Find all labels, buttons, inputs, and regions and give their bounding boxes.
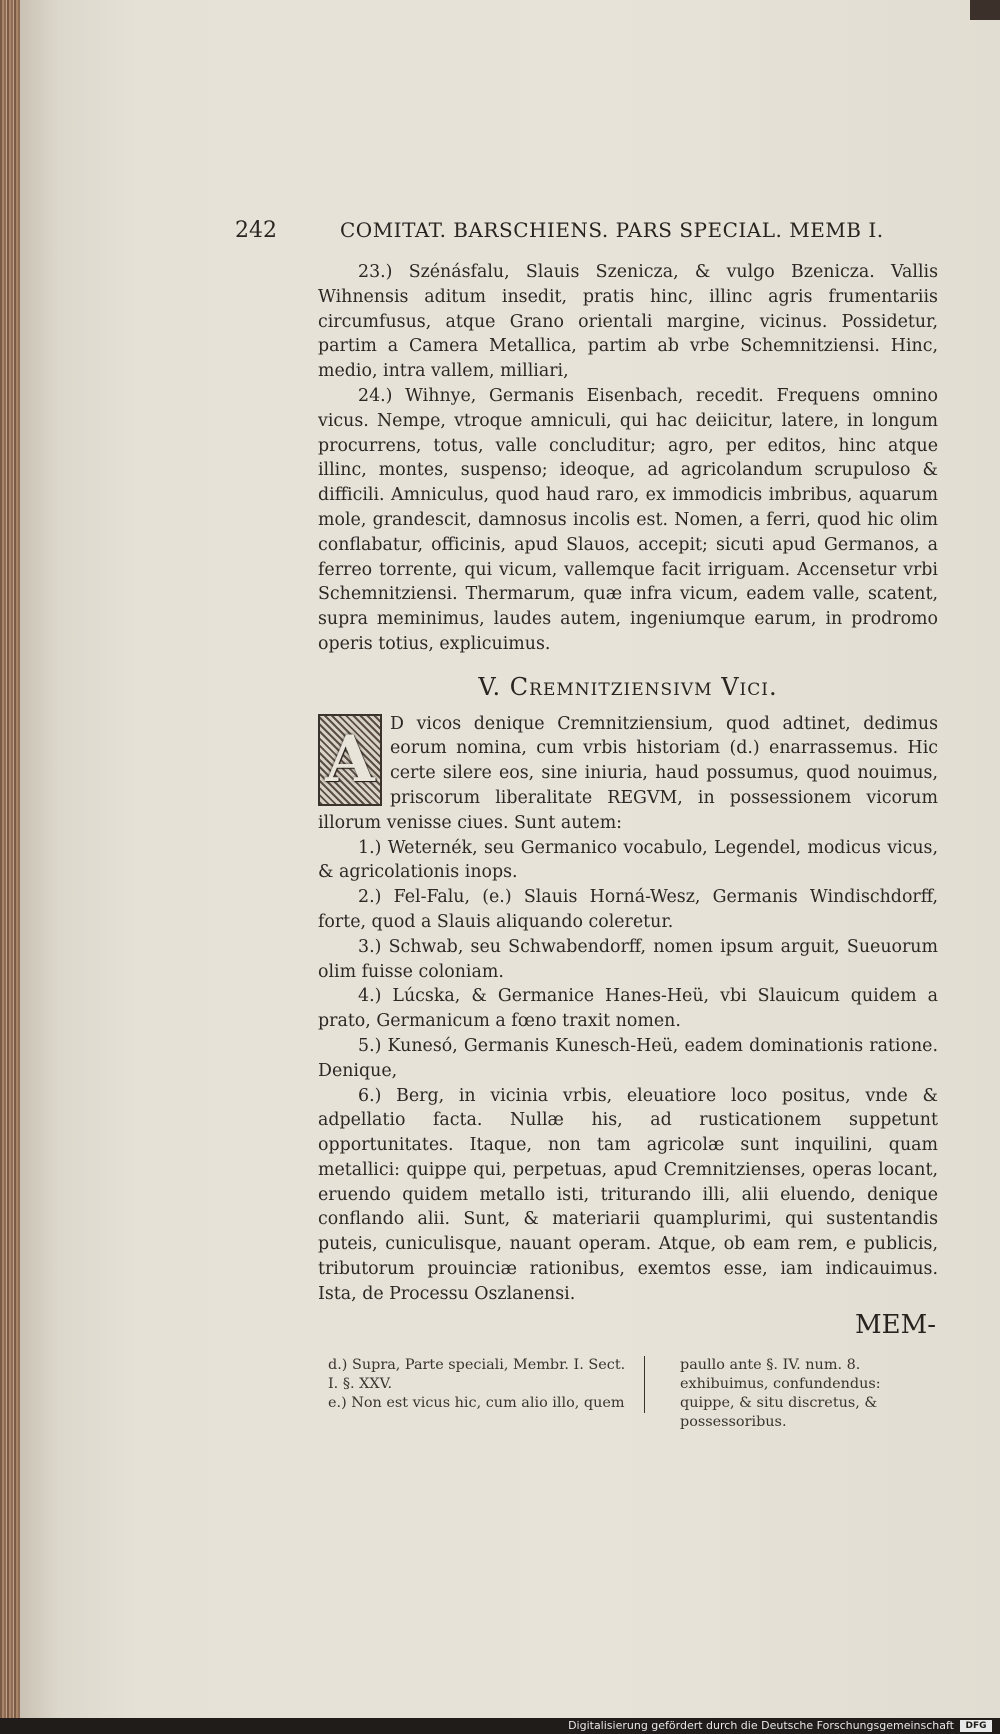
paragraph-23: 23.) Szénásfalu, Slauis Szenicza, & vulgo Bzenicza. Vallis Wihnensis aditum insedit, pratis hinc, illinc agris frumentariis circumfusus, atque Grano orientali margine, vicinus. Possidetur, partim a Camera Metallica, partim ab vrbe Schemnitziensi. Hinc, medio, intra vallem, milliari, [318, 262, 938, 382]
paragraph-24: 24.) Wihnye, Germanis Eisenbach, recedit. Frequens omnino vicus. Nempe, vtroque amniculi, qui hac deiicitur, latere, in longum procurrens, totus, valle concluditur; agro, per editos, hinc atque illinc, montes, suspenso; ideoque, ad agricolandum scrupuloso & difficili. Amniculus, quod haud raro, ex immodicis imbribus, aquarum mole, grandescit, damnosus incolis est. Nomen, a ferri, quod hic olim conflabatur, officinis, apud Slauos, accepit; sicuti apud Germanos, a ferreo torrente, qui vicum, vallemque facit irriguam. Accensetur vrbi Schemnitziensi. Thermarum, quæ infra vicum, eadem valle, scatent, supra meminimus, laudes autem, ingeniumque earum, in prodromo operis totius, explicuimus. [318, 385, 938, 654]
section-title: Cremnitziensivm Vici. [509, 672, 778, 701]
section-intro: D vicos denique Cremnitziensium, quod adtinet, dedimus eorum nomina, cum vrbis historiam (d.) enarrassemus. Hic certe silere eos, sine iniuria, haud possumus, quod nouimus, priscorum liberalitate REGVM, in possessionem vicorum illorum venisse ciues. Sunt autem: [318, 713, 938, 833]
scan-background [970, 0, 1000, 20]
book-page [20, 0, 1000, 1718]
list-item-4: 4.) Lúcska, & Germanice Hanes-Heü, vbi Slauicum quidem a prato, Germanicum a fœno traxit nomen. [318, 986, 938, 1032]
list-item-2: 2.) Fel-Falu, (e.) Slauis Horná-Wesz, Germanis Windischdorff, forte, quod a Slauis aliquando coleretur. [318, 887, 938, 932]
funding-credit: Digitalisierung gefördert durch die Deutsche Forschungsgemeinschaft [568, 1719, 954, 1732]
main-text [318, 260, 938, 1307]
dfg-logo-icon: DFG [960, 1720, 992, 1732]
digitization-footer [0, 1718, 1000, 1734]
footnote-column-right [680, 1356, 928, 1432]
ornamental-initial [318, 714, 382, 806]
drop-cap-letter: A [325, 721, 375, 797]
footnote-d: d.) Supra, Parte speciali, Membr. I. Sect. I. §. XXV. [328, 1357, 626, 1392]
list-item-6: 6.) Berg, in vicinia vrbis, eleuatiore loco positus, vnde & adpellatio facta. Nullæ his, ad rusticationem suppetunt opportunitates. Itaque, non tam agricolæ sunt inquilini, quam metallici: quippe qui, perpetuas, apud Cremnitzienses, operas locant, eruendo quidem metallo isti, triturando illi, alii eluendo, denique conflando alii. Sunt, & materiarii quamplurimi, qui sustentandis puteis, cuniculisque, nauant operam. Atque, ob eam rem, e publicis, tributorum prouinciæ rationibus, exemtos esse, iam indicauimus. Ista, de Processu Oszlanensi. [318, 1085, 938, 1304]
book-page-edges [0, 0, 22, 1718]
page-header [20, 218, 1000, 258]
list-item-3: 3.) Schwab, seu Schwabendorff, nomen ipsum arguit, Sueuorum olim fuisse coloniam. [318, 936, 938, 982]
catchword: MEM- [855, 1310, 937, 1340]
footnote-e: e.) Non est vicus hic, cum alio illo, quem [328, 1395, 625, 1411]
page-number: 242 [235, 218, 277, 243]
section-numeral: V. [478, 672, 502, 701]
running-head: COMITAT. BARSCHIENS. PARS SPECIAL. MEMB I. [340, 218, 884, 242]
footnote-column-left [328, 1356, 645, 1413]
footnote-e-continued: paullo ante §. IV. num. 8. exhibuimus, confundendus: quippe, & situ discretus, & possessoribus. [680, 1357, 881, 1430]
section-heading [318, 672, 938, 701]
list-item-1: 1.) Weternék, seu Germanico vocabulo, Legendel, modicus vicus, & agricolationis inops. [318, 837, 938, 883]
list-item-5: 5.) Kunesó, Germanis Kunesch-Heü, eadem dominationis ratione. Denique, [318, 1035, 938, 1081]
